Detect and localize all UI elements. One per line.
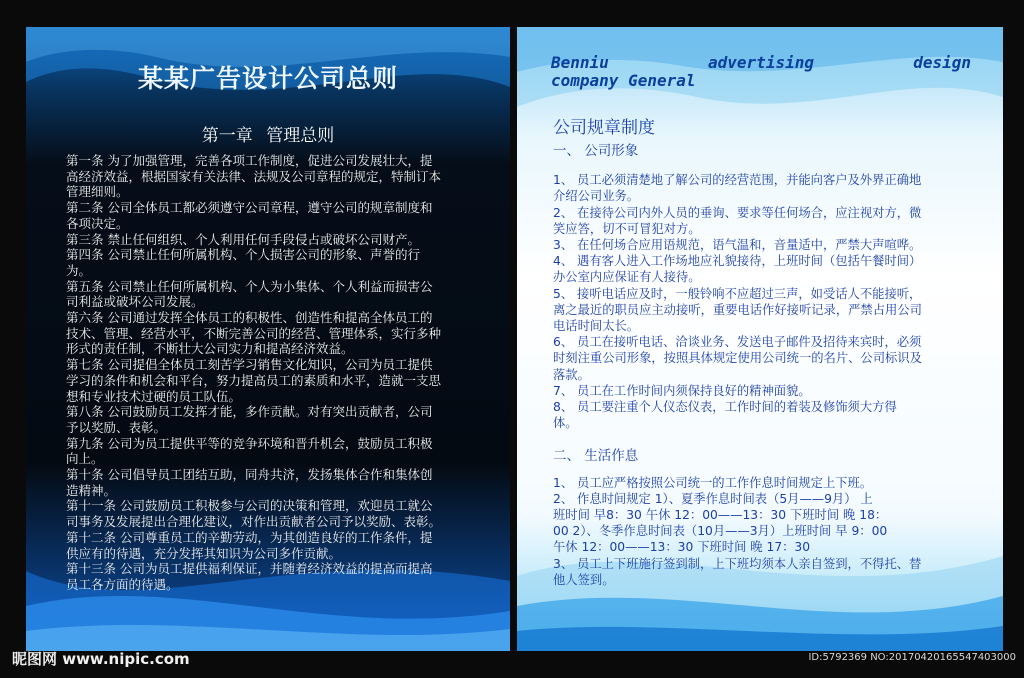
text-line: 第八条 公司鼓励员工发挥才能，多作贡献。对有突出贡献者，公司 [66,404,433,420]
document-title: 某某广告设计公司总则 [137,64,398,93]
text-line: 第四条 公司禁止任何所属机构、个人损害公司的形象、声誉的行 [66,247,420,263]
english-word: advertising [708,53,814,72]
text-line: 介绍公司业务。 [553,189,640,204]
text-line: 司利益或破坏公司发展。 [66,294,204,310]
text-line: 离之最近的职员应主动接听，重要电话作好接听记录，严禁占用公司 [553,302,922,317]
text-line: 办公室内应保证有人接待。 [553,270,701,285]
section-heading: 二、 生活作息 [553,448,639,465]
text-line: 学习的条件和机会和平台，努力提高员工的素质和水平，造就一支思 [66,372,442,388]
text-line: 各项决定。 [66,215,129,231]
text-line: 第九条 公司为员工提供平等的竞争环境和晋升机会，鼓励员工积极 [66,435,433,451]
text-line: 00 2）、冬季作息时间表（10月——3月）上班时间 早 9：00 [553,524,888,539]
english-word: design [913,53,971,72]
regulations-text [553,143,961,588]
text-line: 1、 员工必须清楚地了解公司的经营范围，并能向客户及外界正确地 [553,173,922,188]
english-word: Benniu [551,53,609,72]
text-line: 班时间 早8：30 午休 12：00——13：30 下班时间 晚 18： [553,508,888,523]
text-line: 1、 员工应严格按照公司统一的工作作息时间规定上下班。 [553,475,873,490]
text-line: 为。 [66,262,92,278]
id-watermark: ID:5792369 NO:20170420165547403000 [808,652,1016,663]
text-line: 5、 接听电话应及时，一般铃响不应超过三声，如受话人不能接听， [553,286,922,301]
text-line: 第五条 公司禁止任何所属机构、个人为小集体、个人利益而损害公 [66,278,433,294]
text-line: 第二条 公司全体员工都必须遵守公司章程，遵守公司的规章制度和 [66,200,433,216]
text-line: 形式的责任制，不断壮大公司实力和提高经济效益。 [66,341,354,357]
text-line: 6、 员工在接听电话、洽谈业务、发送电子邮件及招待来宾时，必须 [553,335,922,350]
text-line: 3、 员工上下班施行签到制，上下班均须本人亲自签到，不得托、替 [553,556,922,571]
chapter-heading: 第一章 管理总则 [201,126,335,146]
text-line: 时刻注重公司形象，按照具体规定使用公司统一的名片、公司标识及 [553,351,922,366]
text-line: 4、 遇有客人进入工作场地应礼貌接待，上班时间（包括午餐时间） [553,254,922,269]
text-line: 管理细则。 [66,184,129,200]
text-line: 予以奖励、表彰。 [66,419,167,435]
text-line: 第十一条 公司鼓励员工积极参与公司的决策和管理，欢迎员工就公 [66,498,433,514]
text-line: 体。 [553,416,578,431]
english-line: company General [551,71,696,90]
site-watermark: 昵图网 www.nipic.com [12,650,190,668]
text-line: 2、 在接待公司内外人员的垂询、要求等任何场合，应注视对方，微 [553,205,922,220]
text-line: 技术、管理、经营水平，不断完善公司的经营、管理体系，实行多种 [66,325,442,341]
text-line: 8、 员工要注重个人仪态仪表，工作时间的着装及修饰须大方得 [553,400,897,415]
text-line: 他人签到。 [553,572,615,587]
text-line: 第十条 公司倡导员工团结互助，同舟共济，发扬集体合作和集体创 [66,467,433,483]
text-line: 第十二条 公司尊重员工的辛勤劳动，为其创造良好的工作条件，提 [66,529,433,545]
text-line: 高经济效益，根据国家有关法律、法规及公司章程的规定，特制订本 [66,168,442,184]
text-line: 笑应答，切不可冒犯对方。 [553,221,701,236]
text-line: 第六条 公司通过发挥全体员工的积极性、创造性和提高全体员工的 [66,310,433,326]
section-heading: 一、 公司形象 [553,143,639,159]
text-line: 第七条 公司提倡全体员工刻苦学习销售文化知识，公司为员工提供 [66,357,433,373]
text-line: 午休 12：00——13：30 下班时间 晚 17：30 [553,540,811,555]
text-line: 第一条 为了加强管理，完善各项工作制度，促进公司发展壮大，提 [66,153,433,168]
text-line: 造精神。 [66,482,117,498]
text-line: 电话时间太长。 [553,319,640,334]
text-line: 司事务及发展提出合理化建议，对作出贡献者公司予以奖励、表彰。 [66,514,442,530]
english-heading [551,54,971,90]
page-title: 公司规章制度 [553,118,655,138]
text-line: 7、 员工在工作时间内须保持良好的精神面貌。 [553,383,811,398]
right-page [517,27,1003,651]
text-line: 落款。 [553,367,590,382]
text-line: 向上。 [66,451,104,467]
text-line: 3、 在任何场合应用语规范，语气温和，音量适中，严禁大声喧哗。 [553,238,922,253]
text-line: 供应有的待遇，充分发挥其知识为公司多作贡献。 [66,545,342,561]
text-line: 员工各方面的待遇。 [66,576,179,592]
text-line: 想和专业技术过硬的员工队伍。 [66,388,242,404]
articles-text [66,153,474,593]
left-page [26,27,510,651]
text-line: 第三条 禁止任何组织、个人利用任何手段侵占或破坏公司财产。 [66,231,420,247]
text-line: 第十三条 公司为员工提供福利保证，并随着经济效益的提高而提高 [66,561,433,577]
text-line: 2、 作息时间规定 1）、夏季作息时间表（5月——9月） 上 [553,491,873,506]
